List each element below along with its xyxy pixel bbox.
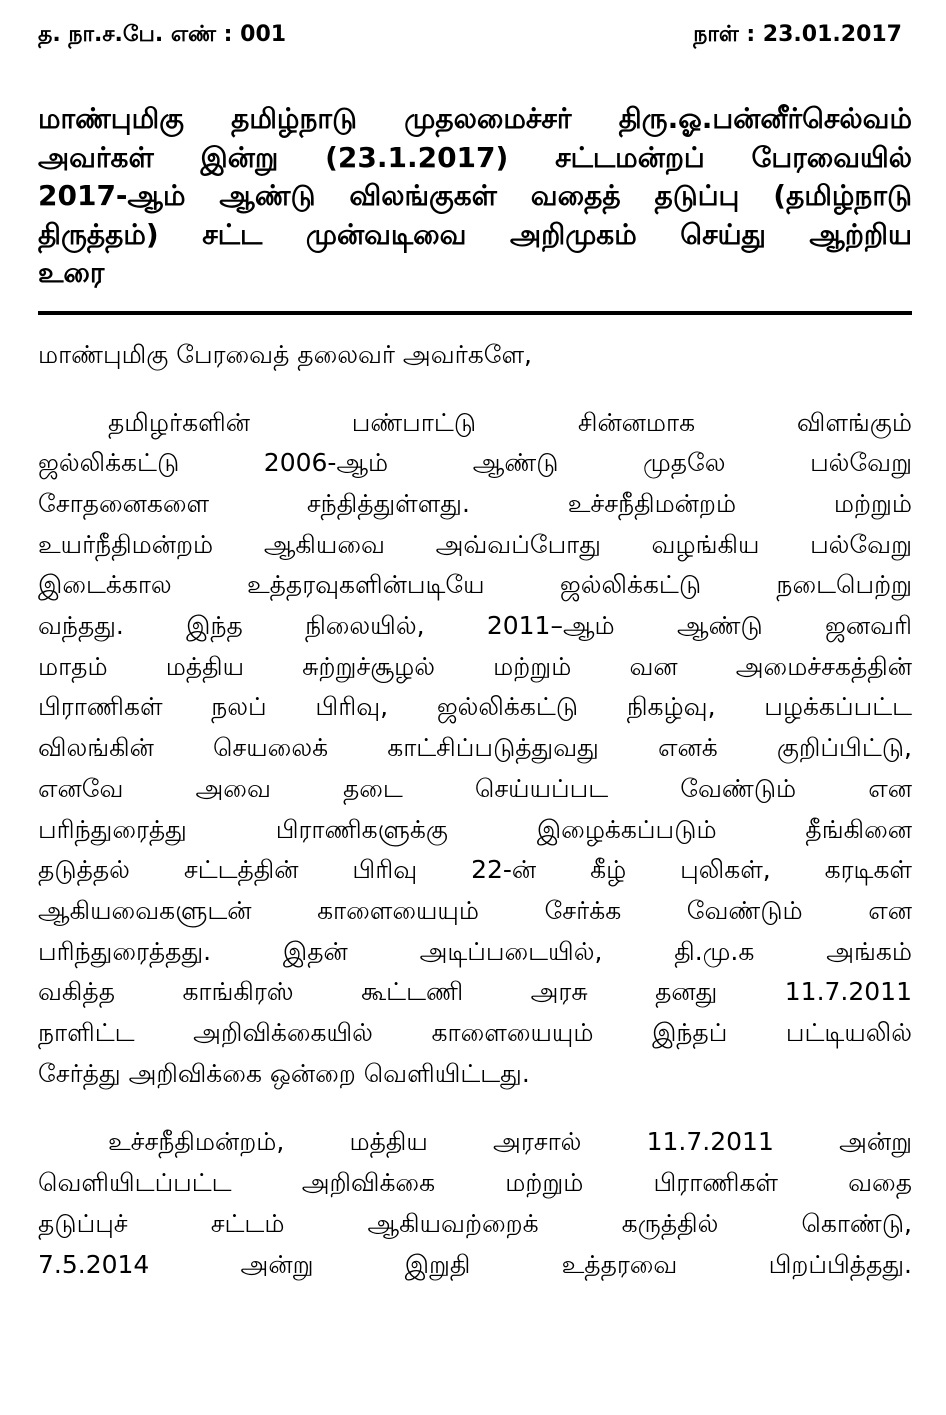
title-line: மாண்புமிகு தமிழ்நாடு முதலமைச்சர் திரு.ஓ.பன்னீர்செல்வம் — [38, 102, 912, 135]
salutation: மாண்புமிகு பேரவைத் தலைவர் அவர்களே, — [38, 339, 532, 369]
paragraph-line: தமிழர்களின் பண்பாட்டு சின்னமாக விளங்கும் — [108, 407, 912, 437]
paragraph-line: 7.5.2014 அன்று இறுதி உத்தரவை பிறப்பித்தது. — [38, 1249, 912, 1279]
title-divider — [38, 311, 912, 315]
reference-number: த. நா.ச.பே. எண் : 001 — [38, 22, 287, 47]
paragraph-line: மாதம் மத்திய சுற்றுச்சூழல் மற்றும் வன அமைச்சகத்தின் — [38, 651, 912, 681]
paragraph-line: உயர்நீதிமன்றம் ஆகியவை அவ்வப்போது வழங்கிய பல்வேறு — [38, 529, 912, 559]
paragraph-line: தடுப்புச் சட்டம் ஆகியவற்றைக் கருத்தில் கொண்டு, — [38, 1208, 912, 1238]
paragraph-line: விலங்கின் செயலைக் காட்சிப்படுத்துவது எனக் குறிப்பிட்டு, — [38, 733, 912, 763]
document-title — [38, 100, 912, 293]
paragraph-line: நாளிட்ட அறிவிக்கையில் காளையையும் இந்தப் பட்டியலில் — [38, 1018, 912, 1048]
document-header — [38, 22, 912, 62]
paragraph-line: வந்தது. இந்த நிலையில், 2011–ஆம் ஆண்டு ஜனவரி — [38, 611, 912, 641]
paragraph-line: சோதனைகளை சந்தித்துள்ளது. உச்சநீதிமன்றம் மற்றும் — [38, 488, 912, 518]
title-line: அவர்கள் இன்று (23.1.2017) சட்டமன்றப் பேரவையில் — [38, 140, 912, 174]
paragraph-line: எனவே அவை தடை செய்யப்பட வேண்டும் என — [38, 773, 912, 803]
paragraph-line: பிராணிகள் நலப் பிரிவு, ஜல்லிக்கட்டு நிகழ்வு, பழக்கப்பட்ட — [38, 692, 912, 722]
paragraph-line: இடைக்கால உத்தரவுகளின்படியே ஜல்லிக்கட்டு நடைபெற்று — [38, 570, 912, 600]
paragraph-line: வெளியிடப்பட்ட அறிவிக்கை மற்றும் பிராணிகள் வதை — [38, 1168, 912, 1198]
paragraph-1 — [38, 403, 912, 1095]
document-date: நாள் : 23.01.2017 — [693, 22, 902, 47]
title-line: உரை — [38, 256, 105, 289]
paragraph-line: வகித்த காங்கிரஸ் கூட்டணி அரசு தனது 11.7.2011 — [38, 977, 912, 1007]
paragraph-line: சேர்த்து அறிவிக்கை ஒன்றை வெளியிட்டது. — [38, 1058, 530, 1088]
paragraph-line: பரிந்துரைத்தது. இதன் அடிப்படையில், தி.மு.க அங்கம் — [38, 936, 912, 966]
title-line: 2017-ஆம் ஆண்டு விலங்குகள் வதைத் தடுப்பு (தமிழ்நாடு — [38, 179, 912, 212]
paragraph-2 — [38, 1122, 912, 1285]
paragraph-line: ஆகியவைகளுடன் காளையையும் சேர்க்க வேண்டும் என — [38, 895, 912, 925]
paragraph-line: ஜல்லிக்கட்டு 2006-ஆம் ஆண்டு முதலே பல்வேறு — [38, 448, 912, 478]
paragraph-line: உச்சநீதிமன்றம், மத்திய அரசால் 11.7.2011 அன்று — [108, 1127, 912, 1157]
paragraph-line: தடுத்தல் சட்டத்தின் பிரிவு 22-ன் கீழ் புலிகள், கரடிகள் — [38, 855, 912, 885]
title-line: திருத்தம்) சட்ட முன்வடிவை அறிமுகம் செய்து ஆற்றிய — [38, 217, 912, 251]
paragraph-line: பரிந்துரைத்து பிராணிகளுக்கு இழைக்கப்படும் தீங்கினை — [38, 814, 912, 844]
